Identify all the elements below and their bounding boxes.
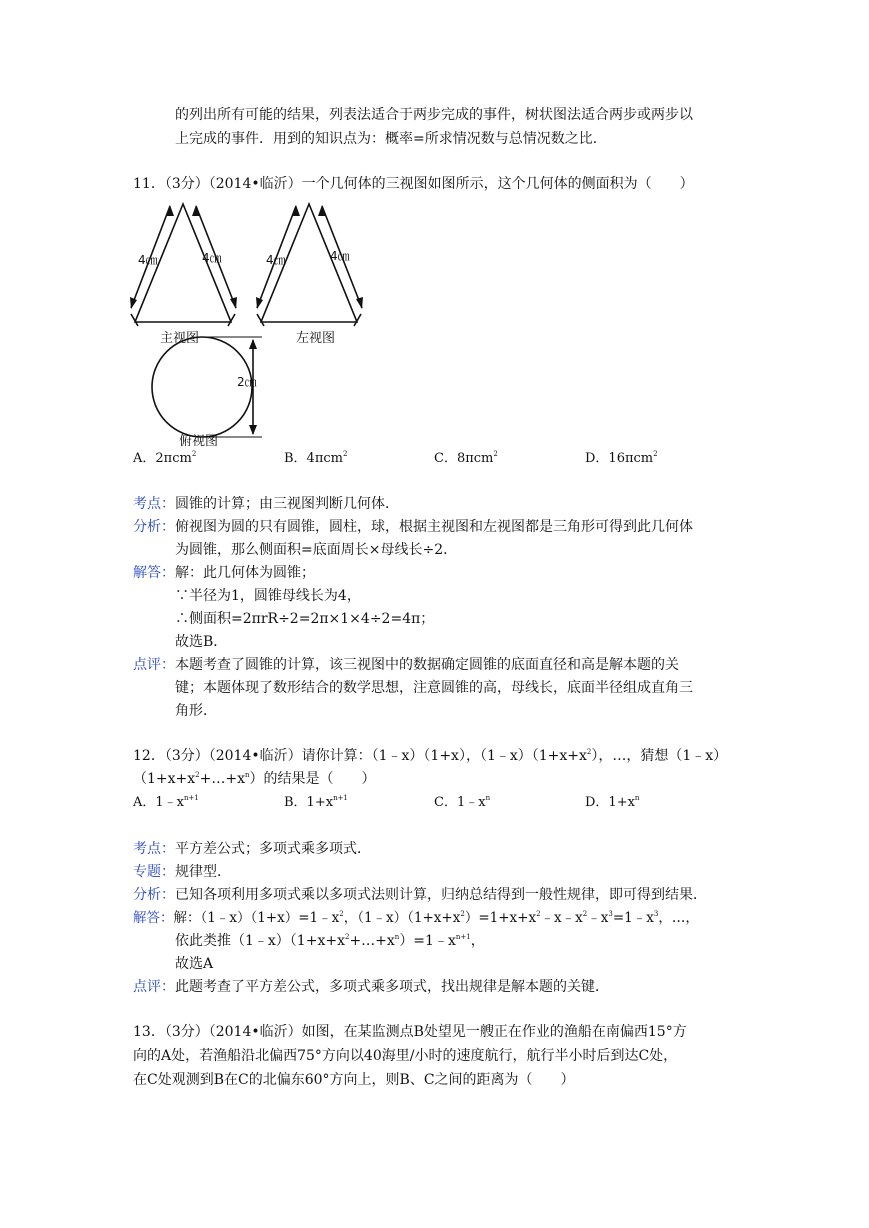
left-right-len-label: 4㎝ bbox=[330, 249, 350, 263]
q11-dianping-2: 键；本题体现了数形结合的数学思想，注意圆锥的高，母线长，底面半径组成直角三 bbox=[175, 680, 693, 696]
q11-option-c: C．8πcm$^2$ bbox=[434, 450, 498, 466]
q11-option-a: A．2πcm$^2$ bbox=[133, 450, 197, 466]
diameter-label: 2㎝ bbox=[237, 375, 257, 389]
q13-stem-line-1: 13．（3分）（2014•临沂）如图，在某监测点B处望见一艘正在作业的渔船在南偏西15°方 bbox=[133, 1024, 687, 1040]
q11-kaodian: 考点：圆锥的计算；由三视图判断几何体． bbox=[133, 496, 399, 512]
q12-option-a: A．$1﹣x^{n+1}$ bbox=[133, 794, 199, 810]
q12-dianping: 点评：此题考查了平方差公式，多项式乘多项式，找出规律是解本题的关键． bbox=[133, 979, 609, 995]
q12-jieda: 解答：解：$(1﹣x)(1+x)=1﹣x^2$，$(1﹣x)(1+x+x^2)=1+x+x^2﹣x﹣x^2﹣x^3=1﹣x^3$，…， bbox=[133, 910, 699, 926]
q11-stem: 11．（3分）（2014•临沂）一个几何体的三视图如图所示，这个几何体的侧面积为（ ） bbox=[133, 176, 694, 192]
q12-option-b: B．$1+x^{n+1}$ bbox=[284, 794, 348, 810]
q11-jieda: 解答：解：此几何体为圆锥； bbox=[133, 565, 315, 581]
intro-line-2: 上完成的事件．用到的知识点为：概率=所求情况数与总情况数之比． bbox=[175, 131, 607, 147]
front-left-len-label: 4㎝ bbox=[138, 253, 158, 267]
front-view-label: 主视图 bbox=[160, 331, 200, 346]
q11-three-view-figure bbox=[126, 196, 376, 448]
q11-dianping: 点评：本题考查了圆锥的计算，该三视图中的数据确定圆锥的底面直径和高是解本题的关 bbox=[133, 657, 679, 673]
q11-jieda-3: ∴侧面积=2πrR÷2=2π×1×4÷2=4π； bbox=[175, 611, 435, 627]
q11-jieda-4: 故选B． bbox=[175, 634, 228, 650]
front-right-len-label: 4㎝ bbox=[202, 251, 222, 265]
intro-line-1: 的列出所有可能的结果，列表法适合于两步完成的事件，树状图法适合两步或两步以 bbox=[175, 107, 693, 123]
q12-stem-line-2: $(1+x+x^2+\dots+x^n)$的结果是（ ） bbox=[133, 771, 376, 787]
q12-option-d: D．$1+x^n$ bbox=[585, 794, 640, 810]
q12-zhuanti: 专题：规律型． bbox=[133, 864, 231, 880]
q12-stem-line-1: 12．（3分）（2014•临沂）请你计算：（1﹣x）（1+x），$(1﹣x)(1+x+x^2)$，…，猜想（1﹣x） bbox=[133, 748, 728, 764]
q13-stem-line-2: 向的A处，若渔船沿北偏西75°方向以40海里/小时的速度航行，航行半小时后到达C处， bbox=[133, 1048, 678, 1064]
q11-fenxi: 分析：俯视图为圆的只有圆锥，圆柱，球，根据主视图和左视图都是三角形可得到此几何体 bbox=[133, 519, 693, 535]
three-view-diagram bbox=[126, 196, 376, 448]
left-left-len-label: 4㎝ bbox=[266, 253, 286, 267]
q11-jieda-2: ∵半径为1，圆锥母线长为4， bbox=[175, 588, 361, 604]
q12-jieda-3: 故选A bbox=[175, 956, 214, 972]
q11-fenxi-cont: 为圆锥，那么侧面积=底面周长×母线长÷2． bbox=[175, 542, 458, 558]
q13-stem-line-3: 在C处观测到B在C的北偏东60°方向上，则B、C之间的距离为（ ） bbox=[133, 1072, 575, 1088]
q12-kaodian: 考点：平方差公式；多项式乘多项式． bbox=[133, 841, 371, 857]
q12-fenxi: 分析：已知各项利用多项式乘以多项式法则计算，归纳总结得到一般性规律，即可得到结果． bbox=[133, 887, 707, 903]
q12-option-c: C．$1﹣x^n$ bbox=[434, 794, 491, 810]
top-view-label: 俯视图 bbox=[179, 434, 219, 448]
left-view-label: 左视图 bbox=[296, 331, 336, 346]
q12-jieda-2: 依此类推$(1﹣x)(1+x+x^2+\dots+x^n)=1﹣x^{n+1}$， bbox=[175, 933, 485, 949]
q11-option-d: D．16πcm$^2$ bbox=[585, 450, 658, 466]
q11-dianping-3: 角形． bbox=[175, 703, 217, 719]
q11-option-b: B．4πcm$^2$ bbox=[284, 450, 348, 466]
